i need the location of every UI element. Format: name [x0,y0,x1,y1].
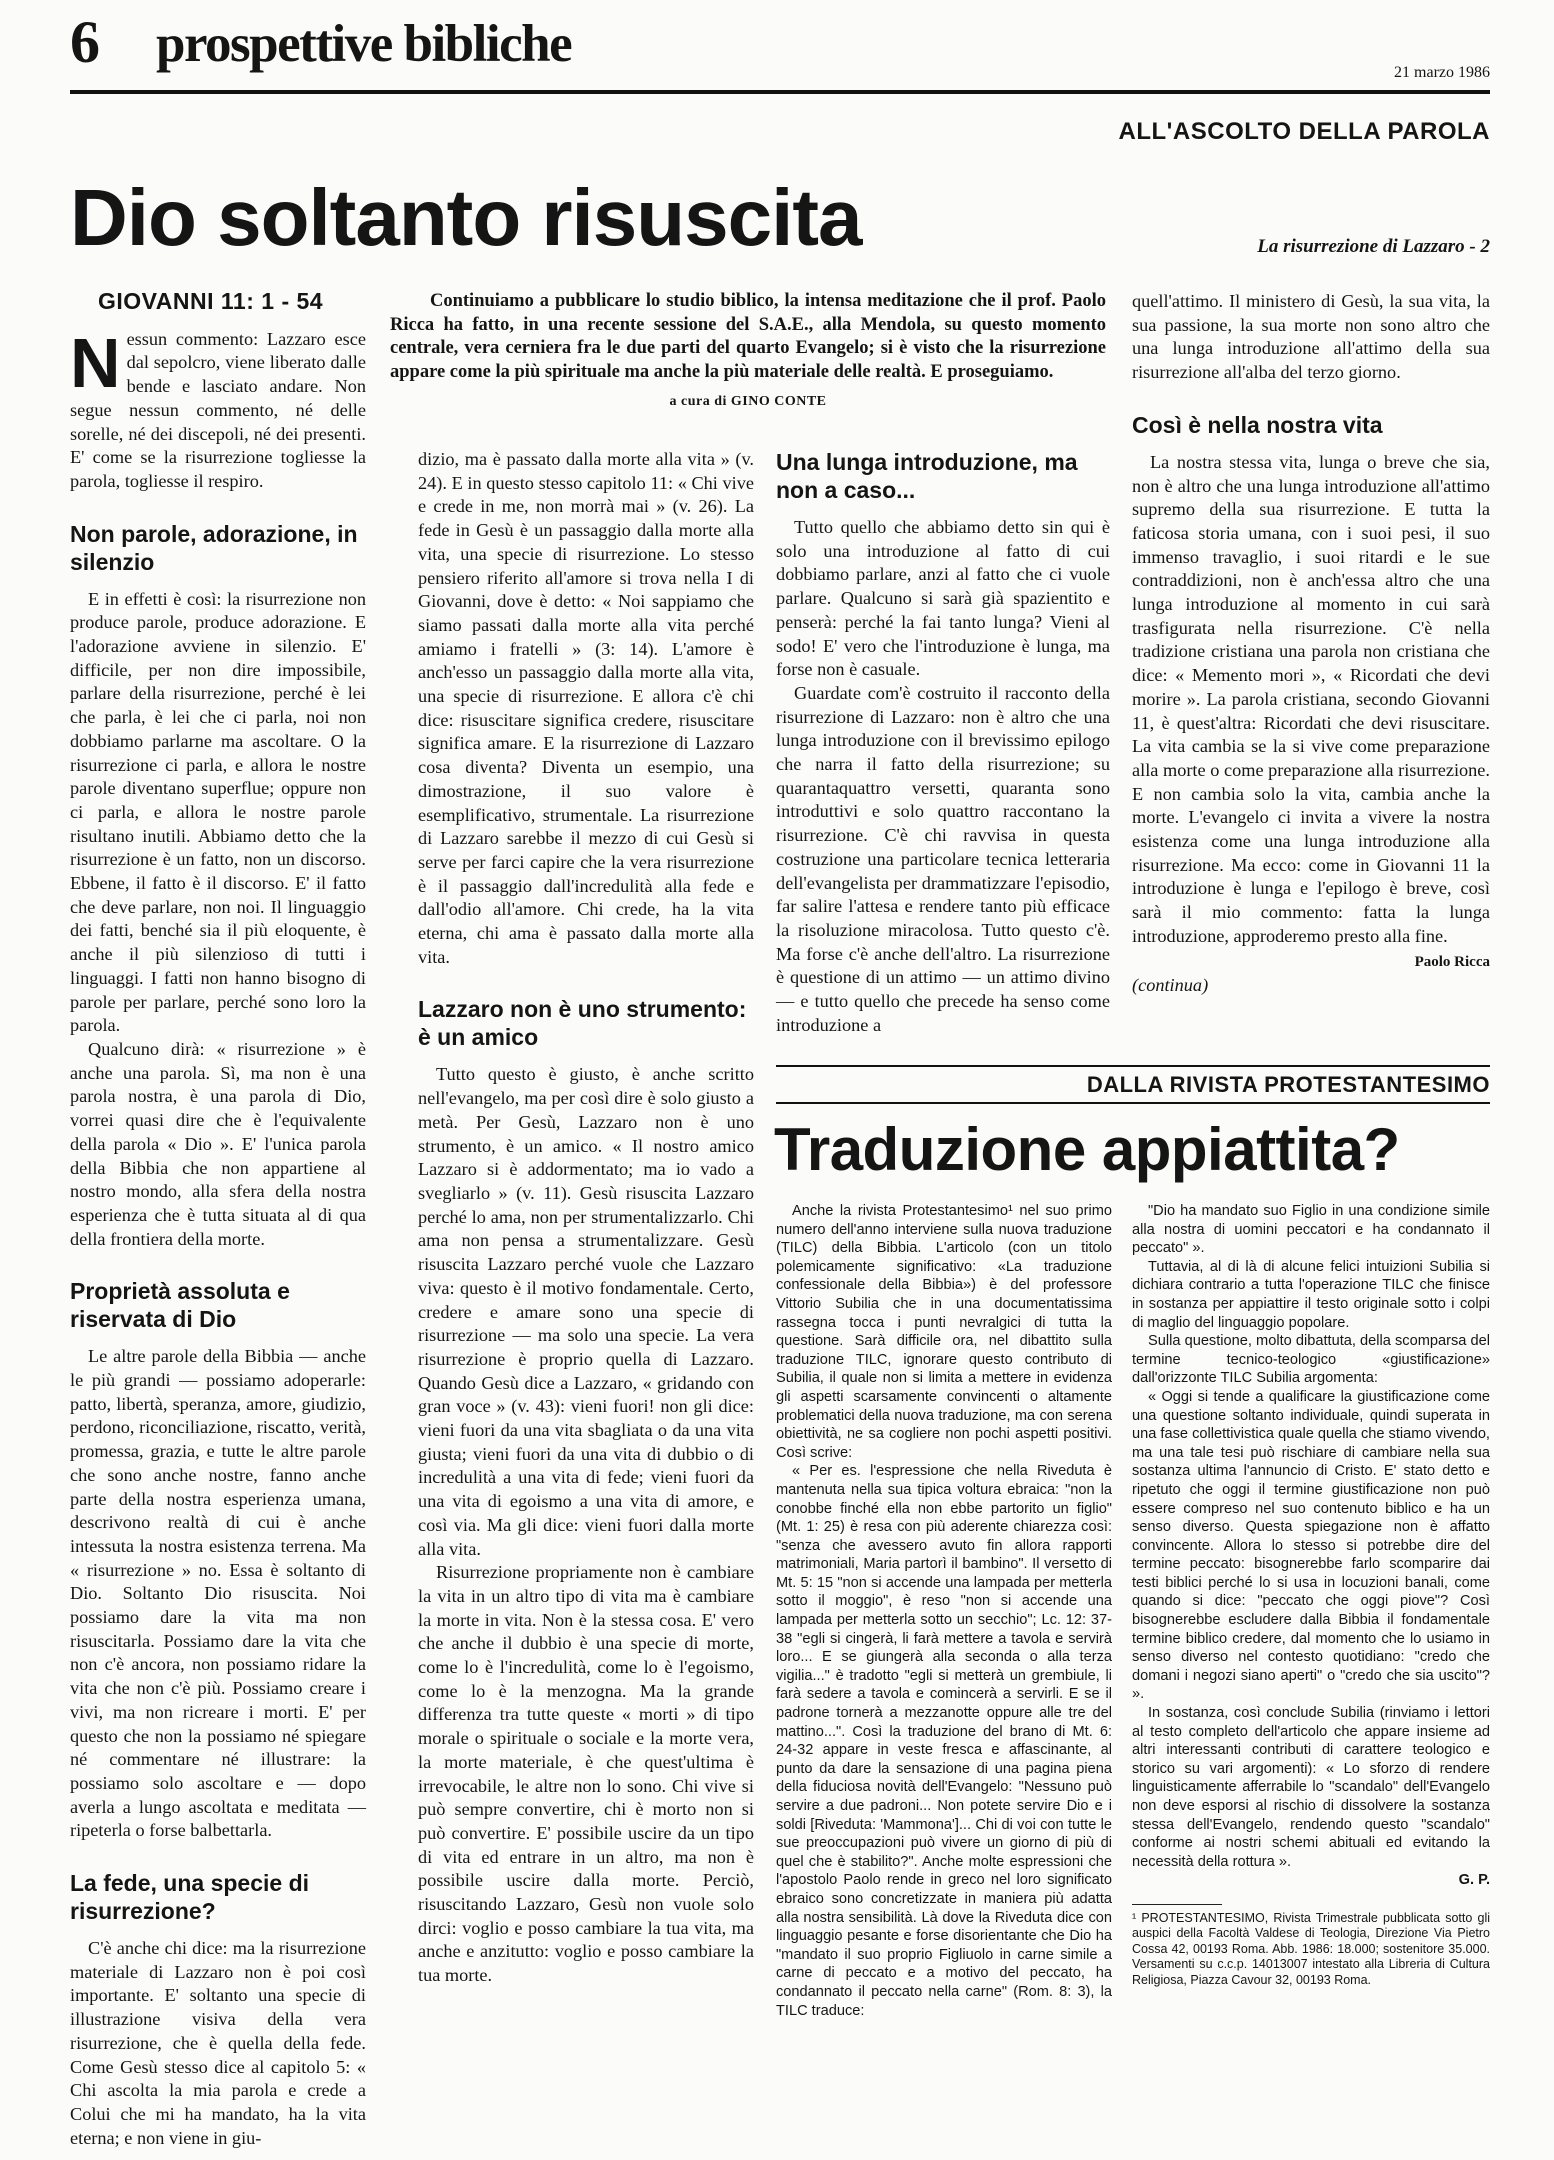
author-signature: Paolo Ricca [1414,953,1490,970]
series-tag: La risurrezione di Lazzaro - 2 [1257,236,1490,257]
article-headline: Traduzione appiattita? [774,1116,1400,1183]
paragraph: C'è anche chi dice: ma la risurrezione materiale di Lazzaro non è poi così importante. E' soltanto una specie di illustrazione visiva della vera risurrezione, che è quella della fede. Come Gesù stesso dice al capitolo 5: « Chi ascolta la mia parola e crede a Colui che mi ha mandato, ha la vita eterna; e non viene in giu- [70,1938,366,2148]
continued-note: (continua) [1132,975,1209,996]
article2-column-2 [1132,1202,1490,1988]
paragraph: Tutto quello che abbiamo detto sin qui è solo una introduzione al fatto di cui dobbiamo parlare, anzi al fatto che ci vuole parlare. Qualcuno si sarà già spazientito e penserà: perché la fai tanto lunga? Vieni al sodo! E' vero che l'introduzione è lunga, ma forse non è casuale. [776,517,1110,680]
paragraph: « Per es. l'espressione che nella Riveduta è mantenuta nella sua tipica voltura ebraica: "non la conobbe finché ella non ebbe partorito un figlio" (Mt. 1: 25) è resa con più aderente chiarezza così: "senza che avessero avuto fin allora rapporti matrimoniali, Maria partorì il bambino". Il versetto di Mt. 5: 15 "non si accende una lampada per metterla sotto il moggio", è reso "non si accende una lampada per metterla sotto un secchio"; Lc. 12: 37-38 "egli si cingerà, li farà mettere a tavola e servirà loro... E se giungerà alla seconda o alla terza vigilia..." è tradotto "egli si metterà un grembiule, li farà sedere a tavola e comincerà a servirli. E se il padrone tornerà a mezzanotte oppure alle tre del mattino...". Così la traduzione del brano di Mt. 6: 24-32 appare in veste fresca e affascinante, al punto da dare la sensazione di una pagina piena della fiduciosa novità dell'Evangelo: "Nessuno può servire a due padroni... Non potete servire Dio e i soldi [Riveduta: 'Mammona']... Chi di voi con tutte le sue preoccupazioni può vivere un giorno di più di quel che è stabilito?". Anche molte espressioni che l'apostolo Paolo rende in greco nel loro significato ebraico sono concretizzate in maniera più adatta alla nostra sensibilità. Là dove la Riveduta dice con linguaggio pesante e forse disorientante che Dio ha "mandato il suo proprio Figliuolo in carne simile a carne di peccato e a motivo del peccato, ha condannato il peccato nella carne" (Rom. 8: 3), la TILC traduce: [776,1463,1112,2019]
subheading: Lazzaro non è uno strumento: è un amico [418,996,747,1051]
article-headline: Dio soltanto risuscita [70,173,862,262]
article-column-1 [70,290,366,2150]
opening-paragraph [70,323,366,494]
paragraph: quell'attimo. Il ministero di Gesù, la sua vita, la sua passione, la sua morte non sono altro che una lunga introduzione all'attimo della sua risurrezione all'alba del terzo giorno. [1132,291,1490,383]
article-kicker: DALLA RIVISTA PROTESTANTESIMO [1086,1072,1490,1097]
footnote: ¹ PROTESTANTESIMO, Rivista Trimestrale pubblicata sotto gli auspici della Facoltà Valdese di Teologia, Direzione Via Pietro Cossa 42, 00193 Roma. Abb. 1986: 18.000; sostenitore 35.000. Versamenti su c.c.p. 14013007 intestato alla Libreria di Cultura Religiosa, Piazza Cavour 32, 00193 Roma. [1132,1910,1490,1987]
paragraph: In sostanza, così conclude Subilia (rinviamo i lettori al testo completo dell'articolo che appare insieme ad altri interessanti contributi di carattere teologico e storico su vari argomenti): « Lo sforzo di rendere linguisticamente afferrabile lo "scandalo" dell'Evangelo non deve esporsi al rischio di dissolvere la sostanza stessa dell'Evangelo, rendendo questo "scandalo" conforme ai nostri schemi abituali ed evitando la necessità della rottura ». [1132,1705,1490,1870]
subheading: Proprietà assoluta e riservata di Dio [70,1278,290,1333]
section-rule [776,1065,1490,1067]
article-column-3 [776,448,1110,1037]
intro-text: Continuiamo a pubblicare lo studio biblico, la intensa meditazione che il prof. Paolo Ricca ha fatto, in una recente sessione del S.A.E., alla Mendola, su questo momento centrale, vera cerniera fra le due parti del quarto Evangelo; si è visto che la risurrezione appare come la più spirituale ma anche la più materiale delle realtà. E proseguiamo. [390,291,1106,382]
paragraph: Anche la rivista Protestantesimo¹ nel suo primo numero dell'anno interviene sulla nuova traduzione (TILC) della Bibbia. L'articolo (con un titolo polemicamente significativo: «La traduzione confessionale della Bibbia») è del professore Vittorio Subilia che in una documentatissima rassegna tocca i punti nevralgici di tutta la questione. Sarà difficile ora, nel dibattito sulla traduzione TILC, ignorare questo contributo di Subilia, il quale non si limita a mettere in evidenza gli aspetti scarsamente convincenti o altamente problematici della nuova traduzione, ma con serena obiettività, ne sa cogliere non pochi aspetti positivi. Così scrive: [776,1203,1112,1461]
author-initials: G. P. [1458,1872,1490,1889]
paragraph-text: essun commento: Lazzaro esce dal sepolcro, viene liberato dalle bende e lasciato andare. Non segue nessun commento, né delle sorelle, né dei discepoli, né dei presenti. E' come se la risurrezione togliesse la parola, togliesse il respiro. [70,328,366,491]
section-name: prospettive bibliche [156,15,572,73]
passage-reference: GIOVANNI 11: 1 - 54 [98,288,324,314]
intro-box [390,290,1106,410]
page-number: 6 [70,9,99,75]
paragraph: Guardate com'è costruito il racconto della risurrezione di Lazzaro: non è altro che una lunga introduzione con il brevissimo epilogo che narra il fatto della risurrezione; su quarantaquattro versetti, quaranta sono introduttivi e solo quattro raccontano la risurrezione. C'è chi ravvisa in questa costruzione una particolare tecnica letteraria dell'evangelista per drammatizzare l'episodio, far salire l'attesa e rendere tanto più efficace la risoluzione miracolosa. Tutto questo c'è. Ma forse c'è anche dell'altro. La risurrezione è questione di un attimo — un attimo divino — e tutto quello che precede ha senso come introduzione a [776,682,1110,1035]
paragraph: "Dio ha mandato suo Figlio in una condizione simile alla nostra di uomini peccatori e ha condannato il peccato" ». [1132,1203,1490,1257]
paragraph: dizio, ma è passato dalla morte alla vita » (v. 24). E in questo stesso capitolo 11: « Chi vive e crede in me, non morrà mai » (v. 26). La fede in Gesù è un passaggio dalla morte alla vita, una specie di risurrezione. Lo stesso pensiero riferito all'amore si trova nella I di Giovanni, dove è detto: « Noi sappiamo che siamo passati dalla morte alla vita perché amiamo i fratelli » (3: 14). L'amore è anch'esso un passaggio dalla morte alla vita, una specie di risurrezione. E allora c'è chi dice: risuscitare significa credere, risuscitare significa amare. E la risurrezione di Lazzaro cosa diventa? Diventa un esempio, una dimostrazione, il suo valore è esemplificativo, strumentale. La risurrezione di Lazzaro sarebbe il mezzo di cui Gesù si serve per farci capire che la vera risurrezione è il passaggio dall'incredulità alla fede e dall'odio all'amore. Chi crede, ha la vita eterna, chi ama è passato dalla morte alla vita. [418,449,754,967]
footnote-rule [1132,1904,1222,1905]
subheading: Non parole, adorazione, in silenzio [70,520,358,575]
masthead [70,8,1490,81]
editor-credit: a cura di GINO CONTE [669,394,827,409]
paragraph: Tutto questo è giusto, è anche scritto nell'evangelo, ma per così dire è solo giusto a metà. Per Gesù, Lazzaro non è uno strumento, è un amico. « Il nostro amico Lazzaro si è addormentato; ma io vado a svegliarlo » (v. 11). Gesù risuscita Lazzaro perché lo ama, non per strumentalizzarlo. Chi ama non pensa a strumentalizzare. Gesù risuscita Lazzaro perché vuole che Lazzaro viva: questo è il motivo fondamentale. Certo, credere e amare sono una specie di risurrezione — ma solo una specie. La vera risurrezione è proprio quella di Lazzaro. Quando Gesù dice a Lazzaro, « gridando con gran voce » (v. 43): vieni fuori! non gli dice: vieni fuori da una vita sbagliata o da una vita giusta; vieni fuori da una vita di dubbio o di incredulità a una vita di fede; vieni fuori da una vita di egoismo a una vita di amore, e così via. Ma gli dice: vieni fuori dalla morte alla vita. [418,1064,754,1559]
paragraph: Le altre parole della Bibbia — anche le più grandi — possiamo adoperarle: patto, libertà, speranza, amore, giudizio, perdono, riconciliazione, riscatto, verità, promessa, grazia, e tutte le altre parole che sono anche nostre, fanno anche parte della nostra esperienza umana, descrivono realtà di cui è anche intessuta la nostra esistenza terrena. Ma « risurrezione » no. Essa è soltanto di Dio. Soltanto Dio risuscita. Noi possiamo dare la vita ma non risuscitarla. Possiamo dare la vita che non c'è ancora, non possiamo ridare la vita che non c'è più. Possiamo creare i vivi, ma non ricreare i morti. E' per questo che non la possiamo né spiegare né commentare né illustrare: la possiamo solo ascoltare e — dopo averla a lungo ascoltata e meditata — ripeterla o forse balbettarla. [70,1346,366,1841]
paragraph: Sulla questione, molto dibattuta, della scomparsa del termine tecnico-teologico «giustificazione» dall'orizzonte TILC Subilia argomenta: [1132,1333,1490,1387]
article-kicker: ALL'ASCOLTO DELLA PAROLA [1118,118,1490,145]
subheading: Così è nella nostra vita [1132,411,1383,438]
issue-date: 21 marzo 1986 [1394,64,1490,81]
article-column-2 [418,448,754,1988]
paragraph: « Oggi si tende a qualificare la giustificazione come una questione soltanto individuale, quindi superata in una fase collettivistica quale quella che stiamo vivendo, ma una tale tesi può rischiare di cambiare nella sua sostanza ultima l'annuncio di Cristo. E' stato detto e ripetuto che oggi il termine giustificazione non può essere compreso nel suo contenuto biblico e ha un senso diverso. Questa spiegazione non è affatto convincente. Allora lo stesso si potrebbe dire del termine peccato: bisognerebbe farlo scomparire dai testi biblici perché lo si usa in locuzioni banali, come quando si dice: "peccato che oggi piove"? Così bisognerebbe escludere dalla Bibbia il fondamentale termine biblico credere, dal momento che lo usiamo in senso diverso nel contesto quotidiano: "credo che domani i negozi siano aperti" o "credo che sia uscito"? ». [1132,1388,1490,1703]
article2-column-1 [776,1202,1112,2020]
masthead-rule [70,90,1490,94]
paragraph: Tuttavia, al di là di alcune felici intuizioni Subilia si dichiara contrario a tutta l'operazione TILC che finisce in sostanza per appiattire il testo originale sotto i colpi di maglio del linguaggio popolare. [1132,1258,1490,1331]
paragraph: E in effetti è così: la risurrezione non produce parole, produce adorazione. E l'adorazione avviene in silenzio. E' difficile, per non dire impossibile, parlare della risurrezione, perché è lei che parla, è lei che ci parla, noi non dobbiamo parlarne ma ascoltare. O la risurrezione ci parla, e allora le nostre parole diventano superflue; oppure non ci parla, e allora le nostre parole risultano inutili. Abbiamo detto che la risurrezione è un fatto, non un discorso. Ebbene, il fatto è il discorso. E' il fatto che deve parlare, non noi. Il linguaggio dei fatti, benché sia il più eloquente, è anche il più silenzioso di tutti i linguaggi. I fatti non hanno bisogno di parole per parlare, perché sono loro la parola. [70,588,366,1036]
drop-cap: N [70,323,121,402]
subheading: La fede, una specie di risurrezione? [70,1870,310,1925]
paragraph: Qualcuno dirà: « risurrezione » è anche una parola. Sì, ma non è una parola nostra, è una parola di Dio, vorrei quasi dire che è l'equivalente della parola « Dio ». E' l'unica parola della Bibbia che non appartiene al nostro mondo, alla sfera della nostra esperienza che è tutta situata al di qua della frontiera della morte. [70,1038,366,1249]
subheading: Una lunga introduzione, ma non a caso... [776,449,1078,503]
paragraph: Risurrezione propriamente non è cambiare la vita in un altro tipo di vita ma è cambiare la morte in vita. Non è la stessa cosa. E' vero che anche il dubbio è una specie di morte, come lo è l'incredulità, come lo è l'egoismo, come lo è la menzogna. Ma la grande differenza tra tutte queste « morti » di tipo morale o spirituale o sociale e la morte vera, la morte materiale, è che quest'ultima è irrevocabile, le altre non lo sono. Chi vive si può sempre convertire, chi è morto non si può convertire. E' possibile uscire da un tipo di vita ed entrare in un altro, ma non è possibile uscire dalla morte. Perciò, risuscitando Lazzaro, Gesù non vuole solo dirci: voglio e posso cambiare la tua vita, ma anche e anzitutto: voglio e posso cambiare la tua morte. [418,1562,754,1986]
paragraph: La nostra stessa vita, lunga o breve che sia, non è altro che una lunga introduzione all'attimo supremo della sua risurrezione. E tutta la faticosa storia umana, con i suoi pesi, il suo immenso travaglio, i suoi ritardi e le sue contraddizioni, non è anch'essa altro che una lunga introduzione al momento in cui sarà trasfigurata nella risurrezione. C'è nella tradizione cristiana una parola non cristiana che dice: « Memento mori », « Ricordati che devi morire ». La parola cristiana, secondo Giovanni 11, è quest'altra: Ricordati che devi risuscitare. La vita cambia se la si vive come preparazione alla morte o come preparazione alla risurrezione. E non cambia solo la vita, cambia anche la morte. L'evangelo ci invita a vivere la nostra esistenza come una lunga introduzione alla risurrezione. Ma ecco: come in Giovanni 11 la introduzione è lunga e l'epilogo è breve, così sarà il mio commento: fatta la lunga introduzione, approderemo presto alla fine. [1132,451,1490,946]
article-column-4 [1132,290,1490,998]
section-rule [776,1102,1490,1104]
